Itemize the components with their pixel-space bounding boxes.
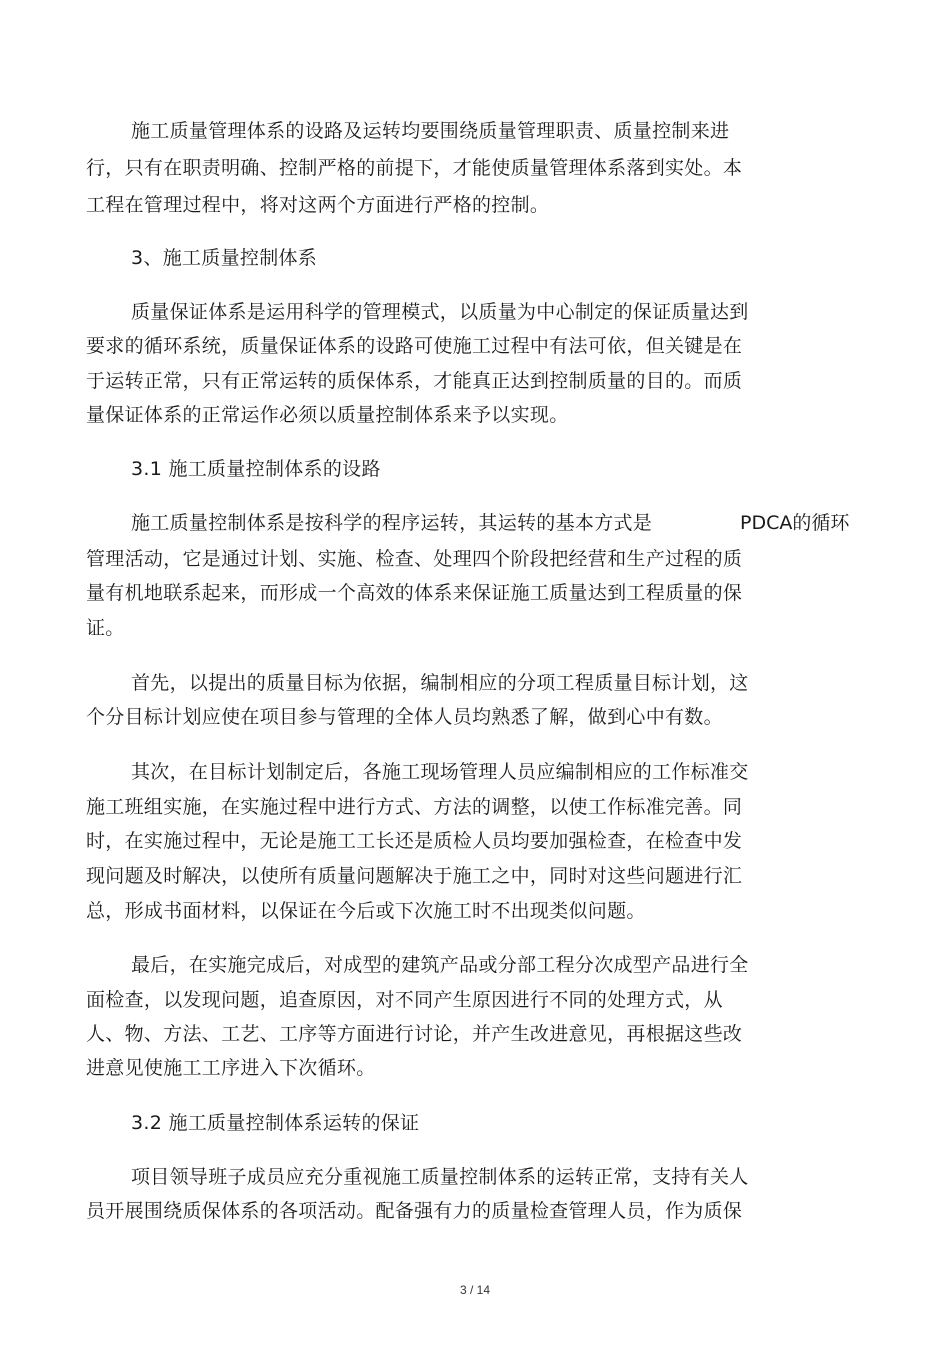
- paragraph-line: 个分目标计划应使在项目参与管理的全体人员均熟悉了解，做到心中有数。: [86, 706, 723, 728]
- paragraph-line: 证。: [86, 617, 125, 639]
- paragraph-line: 项目领导班子成员应充分重视施工质量控制体系的运转正常，支持有关人: [131, 1166, 749, 1188]
- page-number: 3 / 14: [459, 1283, 491, 1297]
- paragraph-line: 施工质量控制体系是按科学的程序运转，其运转的基本方式是: [131, 512, 653, 534]
- paragraph-line: 行，只有在职责明确、控制严格的前提下，才能使质量管理体系落到实处。本: [86, 157, 743, 179]
- paragraph-line-tail: PDCA的循环: [740, 512, 850, 534]
- section-heading: 3、施工质量控制体系: [131, 247, 318, 269]
- paragraph-line: 人、物、方法、工艺、工序等方面进行讨论，并产生改进意见，再根据这些改: [86, 1023, 743, 1045]
- paragraph-line: 其次，在目标计划制定后，各施工现场管理人员应编制相应的工作标准交: [131, 761, 749, 783]
- paragraph-line: 要求的循环系统，质量保证体系的设路可使施工过程中有法可依，但关键是在: [86, 335, 743, 357]
- paragraph-line: 工程在管理过程中，将对这两个方面进行严格的控制。: [86, 194, 550, 216]
- subsection-heading: 3.2 施工质量控制体系运转的保证: [131, 1112, 420, 1134]
- paragraph-line: 管理活动，它是通过计划、实施、检查、处理四个阶段把经营和生产过程的质: [86, 548, 743, 570]
- paragraph-line: 最后，在实施完成后，对成型的建筑产品或分部工程分次成型产品进行全: [131, 954, 749, 976]
- paragraph-line: 于运转正常，只有正常运转的质保体系，才能真正达到控制质量的目的。而质: [86, 370, 743, 392]
- paragraph-line: 量保证体系的正常运作必须以质量控制体系来予以实现。: [86, 404, 569, 426]
- paragraph-line: 首先，以提出的质量目标为依据，编制相应的分项工程质量目标计划，这: [131, 672, 749, 694]
- subsection-heading: 3.1 施工质量控制体系的设路: [131, 458, 381, 480]
- paragraph-line: 面检查，以发现问题，追查原因，对不同产生原因进行不同的处理方式，从: [86, 989, 723, 1011]
- paragraph-line: 进意见使施工工序进入下次循环。: [86, 1057, 376, 1079]
- paragraph-line: 现问题及时解决，以使所有质量问题解决于施工之中，同时对这些问题进行汇: [86, 865, 743, 887]
- paragraph-line: 量有机地联系起来，而形成一个高效的体系来保证施工质量达到工程质量的保: [86, 582, 743, 604]
- paragraph-line: 时，在实施过程中，无论是施工工长还是质检人员均要加强检查，在检查中发: [86, 830, 743, 852]
- paragraph-line: 质量保证体系是运用科学的管理模式，以质量为中心制定的保证质量达到: [131, 301, 749, 323]
- paragraph-line: 施工质量管理体系的设路及运转均要围绕质量管理职责、质量控制来进: [131, 120, 730, 142]
- paragraph-line: 总，形成书面材料，以保证在今后或下次施工时不出现类似问题。: [86, 900, 646, 922]
- paragraph-line: 员开展围绕质保体系的各项活动。配备强有力的质量检查管理人员，作为质保: [86, 1200, 743, 1222]
- paragraph-line: 施工班组实施，在实施过程中进行方式、方法的调整，以使工作标准完善。同: [86, 796, 743, 818]
